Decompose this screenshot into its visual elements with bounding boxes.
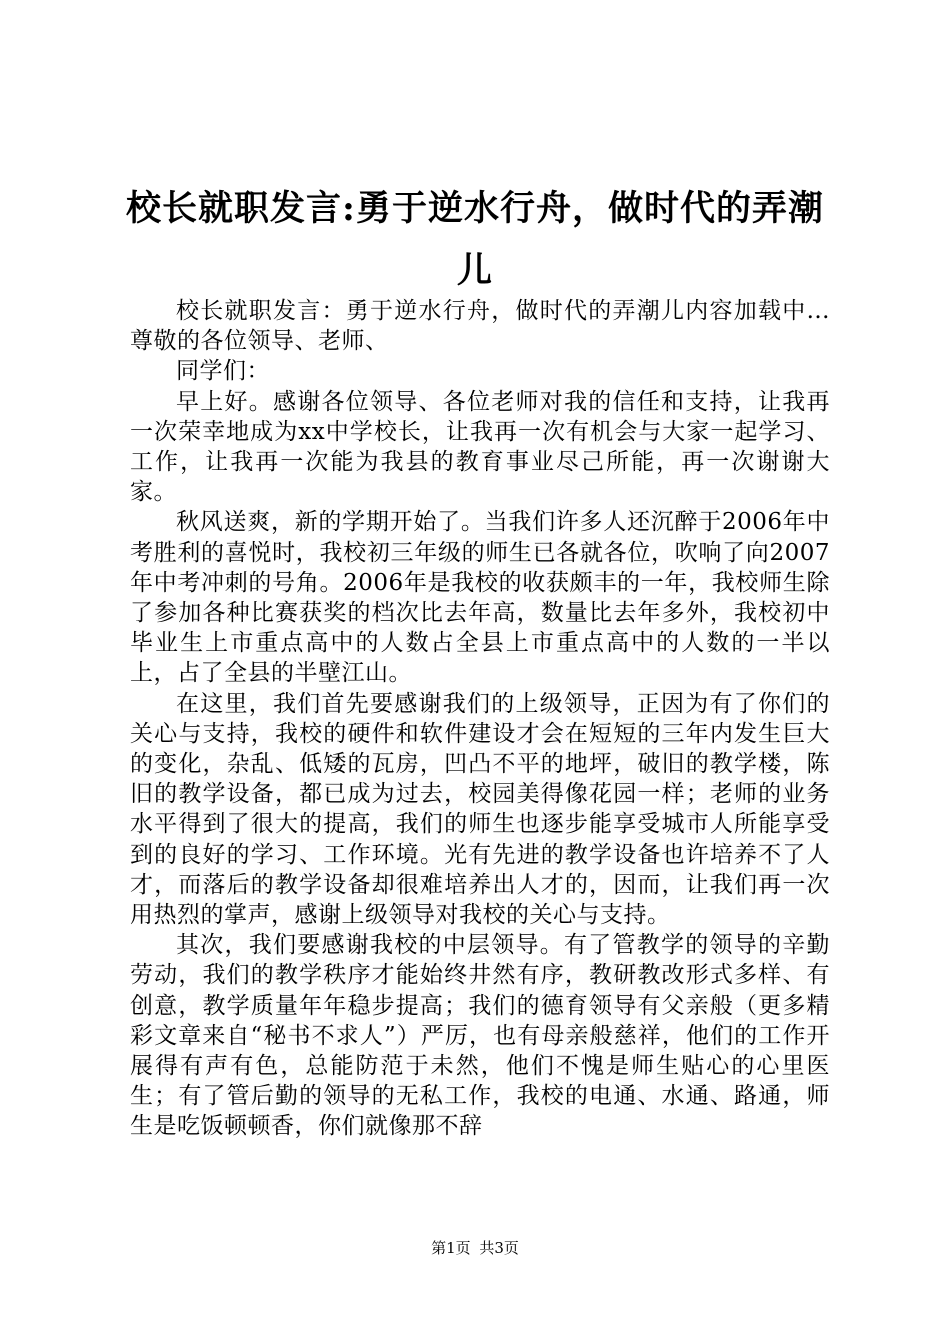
document-body (130, 296, 830, 1142)
document-title: 校长就职发言:勇于逆水行舟，做时代的弄潮儿 (126, 188, 824, 291)
paragraph-intro: 校长就职发言：勇于逆水行舟，做时代的弄潮儿内容加载中...尊敬的各位领导、老师、 (130, 298, 830, 355)
paragraph-thanks-leaders: 在这里，我们首先要感谢我们的上级领导，正因为有了你们的关心与支持，我校的硬件和软件建设才会在短短的三年内发生巨大的变化，杂乱、低矮的瓦房，凹凸不平的地坪，破旧的教学楼，陈旧的教学设备，都已成为过去，校园美得像花园一样；老师的业务水平得到了很大的提高，我们的师生也逐步能享受城市人所能享受到的良好的学习、工作环境。光有先进的教学设备也许培养不了人才，而落后的教学设备却很难培养出人才的，因而，让我们再一次用热烈的掌声，感谢上级领导对我校的关心与支持。 (130, 690, 830, 929)
page-number-footer: 第1页 共3页 (431, 1239, 519, 1257)
paragraph-greeting: 早上好。感谢各位领导、各位老师对我的信任和支持，让我再一次荣幸地成为xx中学校长，让我再一次有机会与大家一起学习、工作，让我再一次能为我县的教育事业尽己所能，再一次谢谢大家。 (130, 388, 830, 506)
paragraph-thanks-middle-leaders: 其次，我们要感谢我校的中层领导。有了管教学的领导的辛勤劳动，我们的教学秩序才能始终井然有序，教研教改形式多样、有创意，教学质量年年稳步提高；我们的德育领导有父亲般（更多精彩文章来自“秘书不求人”）严厉，也有母亲般慈祥，他们的工作开展得有声有色，总能防范于未然，他们不愧是师生贴心的心里医生；有了管后勤的领导的无私工作，我校的电通、水通、路通，师生是吃饭顿顿香，你们就像那不辞 (130, 932, 830, 1140)
paragraph-salutation: 同学们： (176, 358, 270, 385)
paragraph-autumn: 秋风送爽，新的学期开始了。当我们许多人还沉醉于2006年中考胜利的喜悦时，我校初三年级的师生已各就各位，吹响了向2007年中考冲刺的号角。2006年是我校的收获颇丰的一年，我校师生除了参加各种比赛获奖的档次比去年高，数量比去年多外，我校初中毕业生上市重点高中的人数占全县上市重点高中的人数的一半以上，占了全县的半壁江山。 (130, 509, 830, 687)
